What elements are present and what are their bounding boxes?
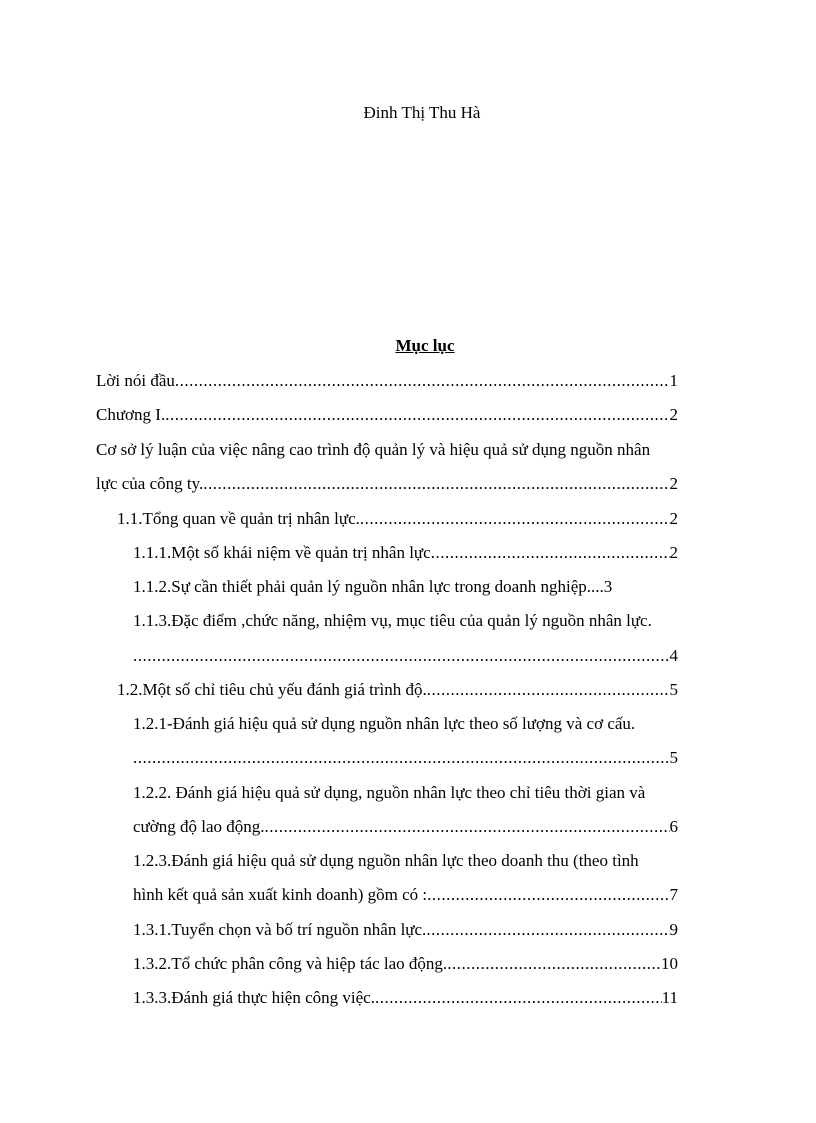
toc-leader [427, 680, 670, 700]
toc-entry-text: 1.1.Tổng quan về quản trị nhân lực. [117, 509, 360, 528]
toc-leader [133, 646, 670, 666]
toc-entry-text: 1.3.3.Đánh giá thực hiện công việc. [133, 988, 375, 1007]
toc-entry[interactable] [96, 405, 678, 425]
toc-entry-text[interactable]: 1.2.3.Đánh giá hiệu quả sử dụng nguồn nhân lực theo doanh thu (theo tình [133, 851, 639, 870]
toc-entry[interactable] [133, 577, 678, 597]
toc-page-number: 11 [661, 988, 678, 1007]
toc-entry-text: cường độ lao động. [133, 817, 265, 836]
toc-entry-text: hình kết quả sản xuất kinh doanh) gồm có : [133, 885, 428, 904]
toc-entry-text[interactable]: 1.2.2. Đánh giá hiệu quả sử dụng, nguồn nhân lực theo chỉ tiêu thời gian và [133, 783, 646, 802]
toc-page-number: 4 [669, 646, 678, 665]
toc-page-number: 2 [669, 474, 678, 493]
toc-page-number: 10 [661, 954, 678, 973]
toc-leader [426, 920, 669, 940]
toc-entry-text: Lời nói đầu [96, 371, 175, 390]
toc-entry[interactable] [117, 680, 678, 700]
toc-entry-text[interactable]: 1.2.1-Đánh giá hiệu quả sử dụng nguồn nhân lực theo số lượng và cơ cấu. [133, 714, 636, 733]
toc-leader [431, 543, 670, 563]
toc-page-number: 1 [669, 371, 678, 390]
toc-leader [427, 885, 669, 905]
toc-entry-text: 1.3.1.Tuyển chọn và bố trí nguồn nhân lực. [133, 920, 427, 939]
toc-entry-text: 1.3.2.Tổ chức phân công và hiệp tác lao động. [133, 954, 448, 973]
toc-page-number: 2 [669, 509, 678, 528]
toc-leader [175, 371, 670, 391]
toc-page-number: 6 [669, 817, 678, 836]
toc-entry[interactable] [133, 920, 678, 940]
toc-page-number: 5 [669, 680, 678, 699]
toc-leader [265, 817, 670, 837]
toc-entry-text[interactable]: 1.1.3.Đặc điểm ,chức năng, nhiệm vụ, mục tiêu của quản lý nguồn nhân lực. [133, 611, 652, 630]
toc-entry[interactable] [96, 371, 678, 391]
toc-leader: ... [591, 577, 604, 596]
toc-leader [203, 474, 669, 494]
toc-entry-text: 1.2.Một số chỉ tiêu chủ yếu đánh giá trình độ. [117, 680, 427, 699]
toc-page-number: 9 [669, 920, 678, 939]
toc-entry-text: lực của công ty. [96, 474, 204, 493]
toc-page-number: 2 [669, 543, 678, 562]
toc-entry[interactable] [133, 646, 678, 666]
toc-entry-text: 1.1.2.Sự cần thiết phải quản lý nguồn nhân lực trong doanh nghiệp. [133, 577, 591, 596]
toc-leader [375, 988, 662, 1008]
toc-entry[interactable] [133, 954, 678, 974]
toc-leader [133, 748, 670, 768]
toc-entry[interactable] [133, 817, 678, 837]
toc-title: Mục lục [395, 336, 455, 355]
toc-entry[interactable] [133, 988, 678, 1008]
toc-entry[interactable] [133, 885, 678, 905]
toc-entry[interactable] [133, 543, 678, 563]
toc-entry[interactable] [96, 474, 678, 494]
toc-entry-text: Chương I. [96, 405, 166, 424]
toc-entry-text[interactable]: Cơ sở lý luận của việc nâng cao trình độ quản lý và hiệu quả sử dụng nguồn nhân [96, 440, 651, 459]
toc-page-number: 2 [669, 405, 678, 424]
toc-page-number: 5 [669, 748, 678, 767]
toc-page-number: 3 [603, 577, 613, 596]
toc-leader [360, 509, 670, 529]
toc-leader [447, 954, 661, 974]
author-name: Đinh Thị Thu Hà [363, 103, 481, 122]
toc-page-number: 7 [669, 885, 678, 904]
toc-entry[interactable] [117, 509, 678, 529]
toc-entry-text: 1.1.1.Một số khái niệm về quản trị nhân lực [133, 543, 431, 562]
toc-entry[interactable] [133, 748, 678, 768]
toc-leader [165, 405, 669, 425]
